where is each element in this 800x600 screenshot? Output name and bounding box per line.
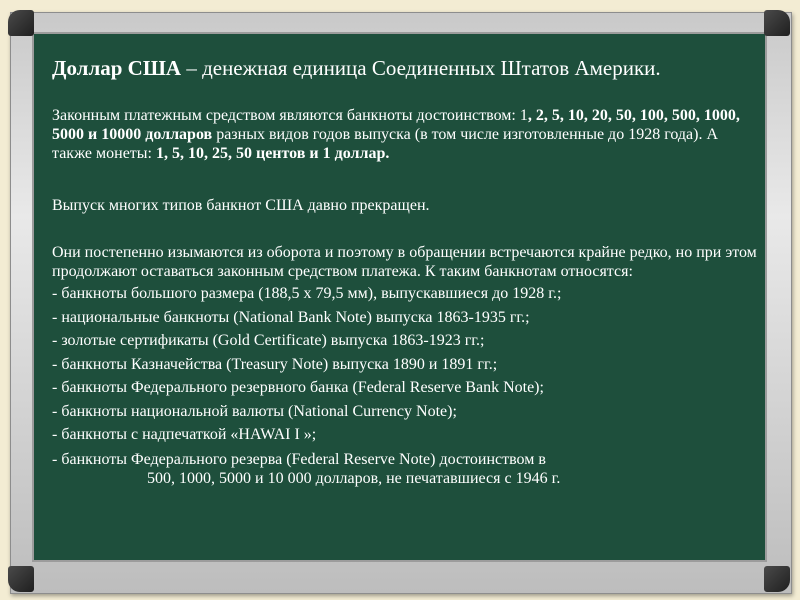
slide-title (52, 56, 757, 80)
list-item: - банкноты национальной валюты (National Currency Note); (52, 402, 457, 420)
title-rest: – денежная единица Соединенных Штатов Америки. (181, 56, 661, 80)
list-item-last (52, 450, 757, 488)
legal-tender-denominations: , 2, 5, 10, 20, 50, 100, 500, 1000, 5000 и 10000 долларов (52, 107, 740, 143)
legal-tender-text-1: Законным платежным средством являются банкноты достоинством: 1 (52, 107, 528, 124)
frame-corner-top-left (8, 10, 34, 36)
list-item: - банкноты большого размера (188,5 х 79,5 мм), выпускавшиеся до 1928 г.; (52, 285, 562, 302)
list-item: - банкноты с надпечаткой «HAWAI I »; (52, 426, 317, 443)
last-item-line-2: 500, 1000, 5000 и 10 000 долларов, не печатавшиеся с 1946 г. (147, 469, 561, 487)
slide-content (52, 56, 757, 488)
list-item: - банкноты Казначейства (Treasury Note) выпуска 1890 и 1891 гг.; (52, 355, 498, 373)
list-item: - банкноты Федерального резервного банка (Federal Reserve Bank Note); (52, 379, 544, 396)
list-item: - национальные банкноты (National Bank Note) выпуска 1863-1935 гг.; (52, 308, 530, 326)
list-item: - золотые сертификаты (Gold Certificate) выпуска 1863-1923 гг.; (52, 332, 485, 349)
frame-corner-bottom-left (8, 566, 34, 592)
withdrawal-paragraph: Они постепенно изымаются из оборота и поэтому в обращении встречаются крайне редко, но при этом продолжают оставаться законным средством платежа. К таким банкнотам относятся: (52, 244, 757, 280)
last-item-line-1: - банкноты Федерального резерва (Federal Reserve Note) достоинством в (52, 450, 546, 468)
discontinued-paragraph: Выпуск многих типов банкнот США давно прекращен. (52, 197, 430, 214)
legal-tender-paragraph (52, 106, 757, 163)
title-bold: Доллар США (52, 56, 182, 80)
legal-tender-coins: 1, 5, 10, 25, 50 центов и 1 доллар. (155, 145, 390, 162)
frame-corner-bottom-right (764, 566, 790, 592)
banknote-list (52, 282, 757, 488)
legal-tender-text-2: разных видов годов выпуска (в том числе изготовленные до 1928 года). А также монеты: (52, 126, 719, 162)
frame-corner-top-right (764, 10, 790, 36)
